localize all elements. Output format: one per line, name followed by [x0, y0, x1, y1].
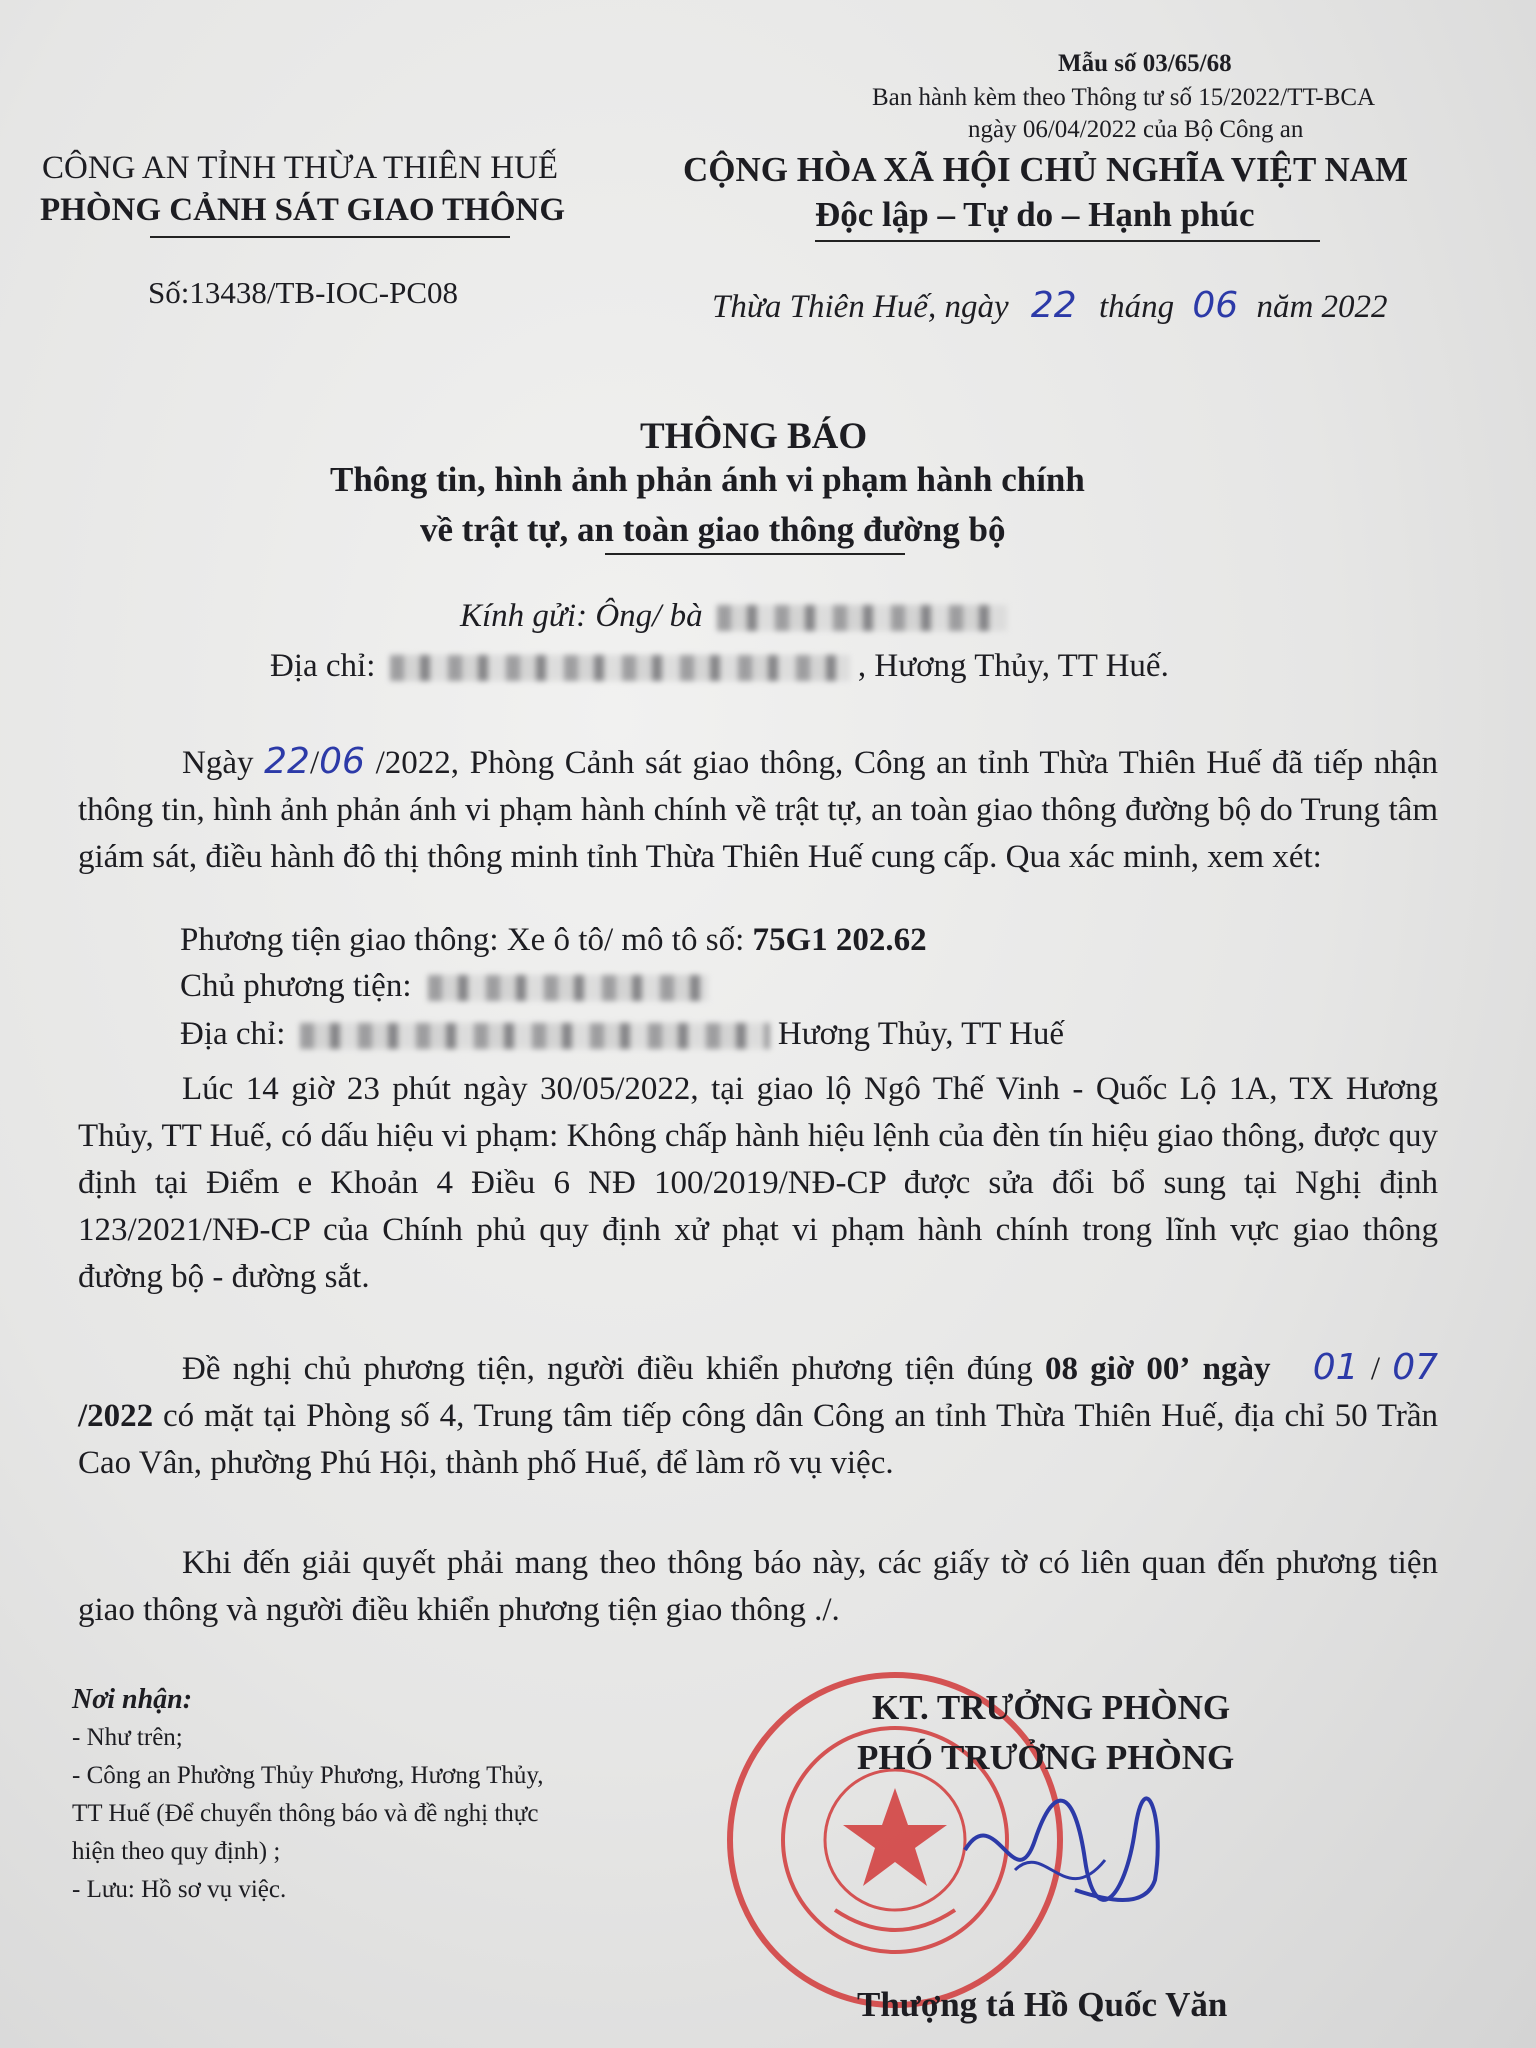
nation-name: CỘNG HÒA XÃ HỘI CHỦ NGHĨA VIỆT NAM	[683, 150, 1409, 189]
form-number: Mẫu số 03/65/68	[1058, 50, 1232, 77]
request-handwritten-month: 07	[1392, 1347, 1439, 1388]
paragraph-request: Đề nghị chủ phương tiện, người điều khiển phương tiện đúng 08 giờ 00’ ngày 01 / 07 /2022 có mặt tại Phòng số 4, Trung tâm tiếp công dân Công an tỉnh Thừa Thiên Huế, địa chỉ 50 Trần Cao Vân, phường Phú Hội, thành phố Huế, để làm rõ vụ việc.	[78, 1347, 1439, 1481]
request-time: 08 giờ 00’	[1044, 1351, 1191, 1387]
agency-underline	[150, 236, 510, 238]
paragraph-violation: Lúc 14 giờ 23 phút ngày 30/05/2022, tại giao lộ Ngô Thế Vinh - Quốc Lộ 1A, TX Hương Thủy, TT Huế, có dấu hiệu vi phạm: Không chấp hành hiệu lệnh của đèn tín hiệu giao thông, được quy định tại Điểm e Khoản 4 Điều 6 NĐ 100/2019/NĐ-CP được sửa đổi bổ sung tại Nghị định 123/2021/NĐ-CP của Chính phủ quy định xử phạt vi phạm hành chính trong lĩnh vực giao thông đường bộ - đường sắt.	[78, 1071, 1438, 1295]
notice-subtitle-1: Thông tin, hình ảnh phản ánh vi phạm hành chính	[330, 460, 1085, 499]
month-label: tháng	[1098, 289, 1175, 325]
request-day-label: ngày	[1202, 1351, 1271, 1387]
redacted-name	[717, 605, 1007, 631]
address-label: Địa chỉ:	[270, 648, 376, 684]
recipients-heading: Nơi nhận:	[72, 1684, 193, 1715]
p1-handwritten-day: 22	[264, 741, 310, 782]
title-underline	[605, 553, 905, 555]
recipients-item: - Lưu: Hồ sơ vụ việc.	[72, 1876, 287, 1903]
recipients-item: - Công an Phường Thủy Phương, Hương Thủy,	[72, 1762, 544, 1789]
paragraph-closing: Khi đến giải quyết phải mang theo thông báo này, các giấy tờ có liên quan đến phương tiện giao thông và người điều khiển phương tiện giao thông ./.	[78, 1545, 1438, 1628]
greeting-text: Kính gửi: Ông/ bà	[460, 598, 703, 634]
recipients-item: TT Huế (Để chuyển thông báo và đề nghị thực	[72, 1800, 539, 1827]
form-issued-date: ngày 06/04/2022 của Bộ Công an	[968, 116, 1304, 143]
address-tail: , Hương Thủy, TT Huế.	[857, 648, 1169, 684]
notice-subtitle-2: về trật tự, an toàn giao thông đường bộ	[420, 510, 1006, 549]
owner-address-label: Địa chỉ:	[180, 1016, 286, 1052]
vehicle-line	[180, 922, 927, 959]
redacted-owner-address	[300, 1023, 770, 1049]
year-label: năm 2022	[1256, 289, 1388, 325]
handwritten-day: 22	[1030, 285, 1077, 326]
request-rest: có mặt tại Phòng số 4, Trung tâm tiếp công dân Công an tỉnh Thừa Thiên Huế, địa chỉ 50 Trần Cao Vân, phường Phú Hội, thành phố Huế, để làm rõ vụ việc.	[78, 1398, 1439, 1481]
signature-line-2: PHÓ TRƯỞNG PHÒNG	[857, 1738, 1235, 1777]
place-date	[712, 285, 1388, 326]
recipient-address	[270, 648, 1169, 685]
vehicle-label: Phương tiện giao thông: Xe ô tô/ mô tô số:	[180, 922, 745, 958]
signer-name: Thượng tá Hồ Quốc Văn	[857, 1985, 1228, 2024]
owner-address-line	[180, 1016, 1064, 1053]
motto-underline	[815, 240, 1320, 242]
form-issued-with: Ban hành kèm theo Thông tư số 15/2022/TT-BCA	[872, 84, 1376, 111]
recipients-item: hiện theo quy định) ;	[72, 1838, 281, 1865]
redacted-address	[390, 655, 850, 681]
request-year: /2022	[78, 1398, 154, 1434]
request-prefix: Đề nghị chủ phương tiện, người điều khiển phương tiện đúng	[182, 1351, 1033, 1387]
agency-parent: CÔNG AN TỈNH THỪA THIÊN HUẾ	[42, 150, 559, 186]
handwritten-signature	[955, 1780, 1175, 1920]
signature-line-1: KT. TRƯỞNG PHÒNG	[872, 1688, 1231, 1727]
owner-line	[180, 968, 708, 1005]
owner-address-tail: Hương Thủy, TT Huế	[777, 1016, 1065, 1052]
recipients-item: - Như trên;	[72, 1724, 183, 1751]
p1-handwritten-month: 06	[319, 741, 365, 782]
notice-title: THÔNG BÁO	[640, 416, 868, 457]
agency-name: PHÒNG CẢNH SÁT GIAO THÔNG	[40, 192, 566, 228]
redacted-owner	[428, 975, 708, 1001]
paragraph-received: Ngày 22/06 /2022, Phòng Cảnh sát giao thông, Công an tỉnh Thừa Thiên Huế đã tiếp nhận thông tin, hình ảnh phản ánh vi phạm hành chính về trật tự, an toàn giao thông đường bộ do Trung tâm giám sát, điều hành đô thị thông minh tỉnh Thừa Thiên Huế cung cấp. Qua xác minh, xem xét:	[78, 741, 1439, 875]
nation-motto: Độc lập – Tự do – Hạnh phúc	[815, 195, 1255, 234]
place-date-prefix: Thừa Thiên Huế, ngày	[712, 289, 1009, 325]
p1-prefix: Ngày	[182, 745, 254, 781]
p1-rest: /2022, Phòng Cảnh sát giao thông, Công an tỉnh Thừa Thiên Huế đã tiếp nhận thông tin, hình ảnh phản ánh vi phạm hành chính về trật tự, an toàn giao thông đường bộ do Trung tâm giám sát, điều hành đô thị thông minh tỉnh Thừa Thiên Huế cung cấp. Qua xác minh, xem xét:	[78, 745, 1439, 875]
document-number: Số:13438/TB-IOC-PC08	[148, 275, 459, 310]
star-icon	[843, 1788, 947, 1886]
recipient-greeting	[460, 598, 1007, 635]
handwritten-month: 06	[1192, 285, 1239, 326]
vehicle-plate: 75G1 202.62	[752, 922, 927, 958]
request-handwritten-day: 01	[1312, 1347, 1359, 1388]
owner-label: Chủ phương tiện:	[180, 968, 412, 1004]
